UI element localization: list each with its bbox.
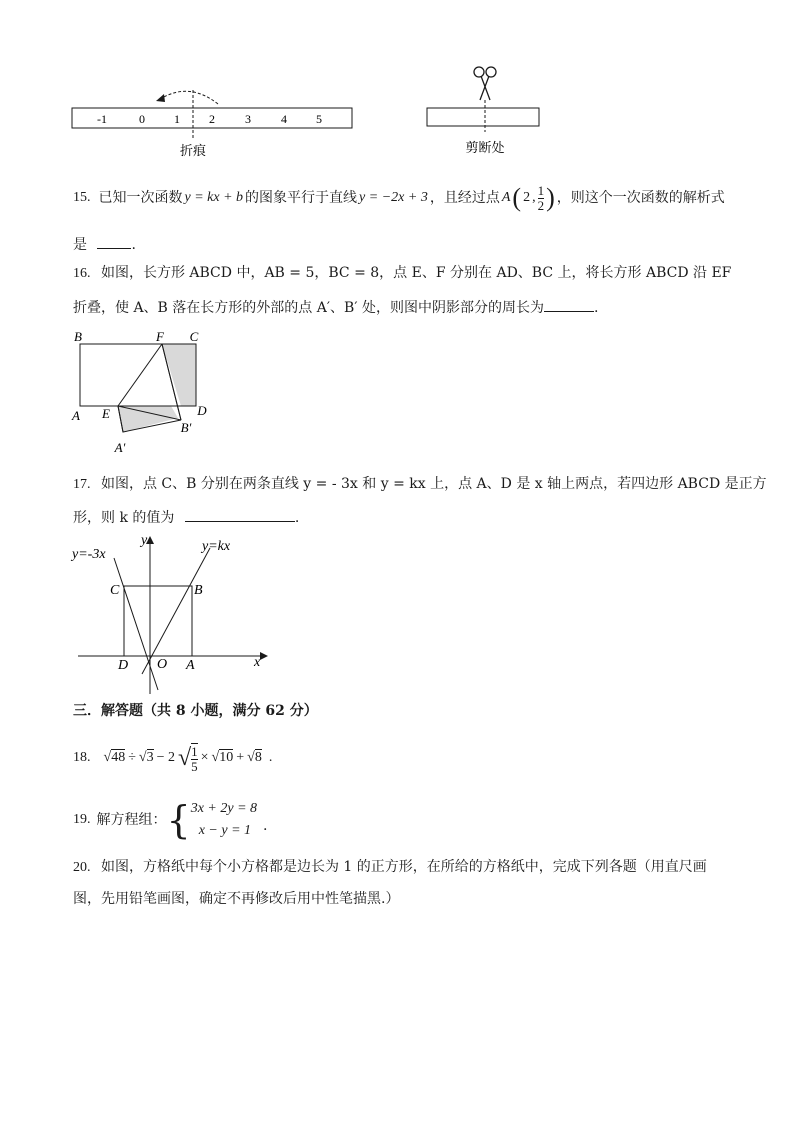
answer-blank[interactable] — [544, 297, 594, 312]
q15-func: y = kx + b — [184, 190, 244, 205]
q20-text: 如图，方格纸中每个小方格都是边长为 1 的正方形，在所给的方格纸中，完成下列各题（用直尺画 — [100, 859, 707, 875]
answer-blank[interactable] — [97, 234, 131, 249]
radicand: 48 — [111, 750, 126, 765]
point-close-paren: ) — [546, 183, 555, 212]
q15-text: 的图象平行于直线 — [245, 190, 358, 206]
operator-times: × — [200, 750, 209, 765]
label-d: D — [118, 658, 129, 673]
question-16-line2 — [73, 297, 598, 318]
fraction-denominator: 5 — [191, 758, 198, 774]
scissors-icon — [474, 67, 496, 100]
label-a: A — [72, 408, 80, 423]
question-number: 19. — [73, 812, 91, 827]
q15-text: ，则这个一次函数的解析式 — [556, 190, 725, 206]
label-e: E — [102, 406, 110, 421]
question-15-line2 — [73, 234, 136, 255]
q16-text: 如图，长方形 ABCD 中，AB = 5，BC = 8，点 E、F 分别在 AD、BC 上，将长方形 ABCD 沿 EF — [100, 265, 732, 281]
operator-divide: ÷ — [128, 750, 136, 765]
label-f: F — [156, 330, 164, 344]
sqrt-8: √8 — [247, 750, 262, 765]
fraction — [191, 743, 198, 774]
question-number: 18. — [73, 750, 91, 765]
axis-label-y: y — [141, 533, 148, 548]
number-line-figure — [60, 60, 380, 170]
radicand: 3 — [146, 750, 154, 765]
line-label-kx: y=kx — [202, 539, 231, 554]
equation-2: x − y = 1 — [198, 823, 252, 838]
line-label-neg3x: y=-3x — [72, 547, 106, 562]
sqrt-3: √3 — [138, 750, 154, 765]
tick-label: -1 — [97, 112, 107, 126]
cut-label: 剪断处 — [465, 141, 505, 156]
tick-label: 2 — [209, 112, 215, 126]
answer-blank[interactable] — [185, 507, 295, 522]
question-15-line1 — [73, 183, 725, 213]
question-20-line1 — [73, 857, 707, 878]
period: . — [263, 818, 268, 834]
operator-plus: + — [236, 750, 245, 765]
tick-label: 5 — [316, 112, 322, 126]
label-d: D — [197, 403, 207, 418]
q17-text: 如图，点 C、B 分别在两条直线 y = - 3x 和 y = kx 上，点 A、D 是 x 轴上两点，若四边形 ABCD 是正方 — [100, 476, 767, 492]
axis-label-x: x — [254, 655, 261, 670]
operator-minus-coefficient: − 2 — [156, 750, 175, 765]
label-b: B — [194, 583, 203, 598]
brace: { — [166, 798, 191, 842]
question-number: 15. — [73, 190, 91, 205]
fraction-denominator: 2 — [537, 197, 545, 213]
label-c: C — [189, 330, 199, 344]
question-16-line1 — [73, 263, 731, 284]
label-b: B — [74, 330, 82, 344]
tick-label: 4 — [281, 112, 287, 126]
question-17-line1 — [73, 474, 767, 495]
q16-rectangle-figure — [68, 330, 218, 460]
equation-1: 3x + 2y = 8 — [190, 801, 258, 816]
question-19 — [73, 796, 267, 844]
sqrt-10: √10 — [211, 750, 234, 765]
label-a: A — [186, 658, 195, 673]
fraction-numerator: 1 — [537, 182, 545, 198]
tick-label: 0 — [139, 112, 145, 126]
q17-text: 形，则 k 的值为 — [73, 510, 175, 526]
section-heading: 三．解答题（共 8 小题，满分 62 分） — [73, 703, 318, 719]
point-open-paren: ( — [512, 183, 522, 212]
radicand: 8 — [254, 750, 262, 765]
point-comma: , — [532, 190, 536, 205]
shaded-region-bottom — [118, 406, 178, 432]
point-y-fraction — [538, 184, 545, 213]
fraction-numerator: 1 — [191, 743, 198, 759]
question-number: 16. — [73, 266, 91, 281]
label-a-prime: A′ — [114, 440, 126, 455]
q15-period: . — [131, 237, 136, 253]
question-17-line2 — [73, 507, 299, 528]
point-x: 2 — [523, 190, 531, 205]
q17-period: . — [294, 510, 300, 526]
shaded-region-top — [162, 344, 196, 406]
origin-label: O — [157, 657, 168, 672]
point-a: A — [501, 190, 511, 205]
period: . — [268, 750, 273, 765]
question-number: 17. — [73, 477, 91, 492]
q15-text: ，且经过点 — [429, 190, 500, 206]
q15-text: 是 — [73, 237, 87, 253]
q19-text: 解方程组： — [96, 812, 167, 828]
q16-period: . — [593, 300, 599, 316]
q20-text: 图，先用铅笔画图，确定不再修改后用中性笔描黑.） — [73, 891, 400, 907]
q17-coordinate-figure — [64, 530, 274, 700]
radicand: 10 — [219, 750, 234, 765]
q15-line: y = −2x + 3 — [359, 190, 428, 205]
question-18 — [73, 738, 272, 778]
sqrt-48: √48 — [103, 750, 126, 765]
sqrt-fraction: √ $\frac{1}{5}$ — [177, 743, 198, 774]
question-number: 20. — [73, 860, 91, 875]
cut-figure — [420, 60, 550, 160]
label-c: C — [110, 583, 120, 598]
question-20-line2 — [73, 889, 399, 909]
label-b-prime: B′ — [180, 420, 192, 435]
tick-label: 1 — [174, 112, 180, 126]
equation-system — [191, 798, 257, 842]
q16-text: 折叠，使 A、B 落在长方形的外部的点 A′、B′ 处，则图中阴影部分的周长为 — [73, 300, 544, 316]
q15-text: 已知一次函数 — [98, 190, 183, 206]
tick-label: 3 — [245, 112, 251, 126]
crease-label: 折痕 — [179, 144, 207, 159]
